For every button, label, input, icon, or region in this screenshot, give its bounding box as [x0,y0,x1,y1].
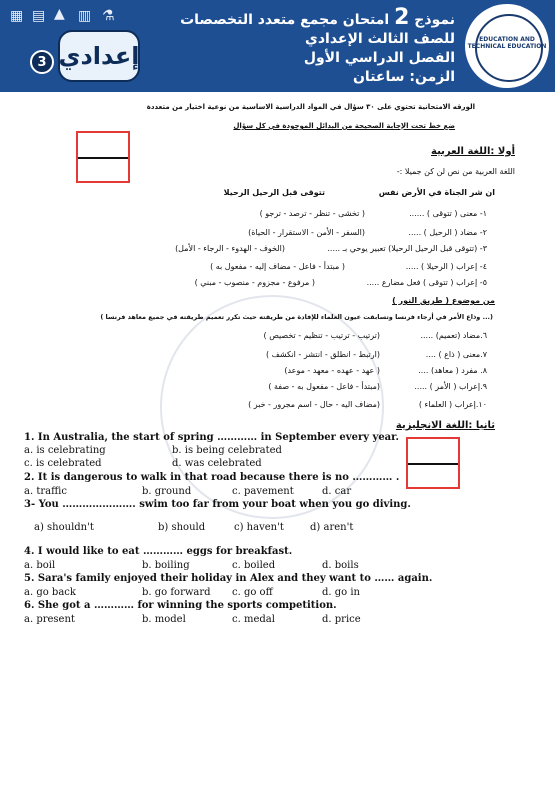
question-2: 2. It is dangerous to walk in that road because there is no ………… . [24,472,400,483]
arabic-options: ( مرفوع - مجزوم - منصوب - مبني ) [194,278,315,287]
graduation-cap-icon: ▲ [54,6,65,22]
option[interactable]: c. go off [232,587,273,598]
question-5: 5. Sara's family enjoyed their holiday in Alex and they want to …… again. [24,573,433,584]
option[interactable]: a. traffic [24,486,67,497]
option[interactable]: d. go in [322,587,360,598]
option[interactable]: b. go forward [142,587,211,598]
arabic-question: ٨. مفرد ( معاهد) .... [418,366,487,375]
arabic-options: (مبتدأ - فاعل - مفعول به - صفة ) [268,382,380,391]
arabic-options: ( تخشى - تنظر - ترصد - ترجو ) [259,209,365,218]
option[interactable]: d. price [322,614,361,625]
grade-label: للصف الثالث الإعدادي [305,31,455,47]
arabic-question: ٦.مضاد (تعميم) ..... [420,331,487,340]
option[interactable]: a. boil [24,560,56,571]
arabic-options: (ترتيب - ترتيب - تنظيم - تخصيص ) [263,331,380,340]
badge-label: إعدادي [58,30,140,82]
brand-logo [6,6,140,86]
passage-text: (... وذاع الأمر في أرجاء فرنسا وتسابقت عيون العلماء للإفادة من طريقته حيث تكرر تعميم طريقته في جميع معاهد فرنسا ) [100,313,493,321]
exam-title: نموذج 2 امتحان مجمع متعدد التخصصات [180,5,455,30]
arabic-question: ٣- (تتوقى قبل الرحيل الرحيلا) تعبير يوحي بـ ..... [327,244,487,253]
grade-box-english[interactable] [406,437,460,489]
grade-box-arabic[interactable] [76,131,130,183]
option[interactable]: a. go back [24,587,76,598]
option[interactable]: d. car [322,486,352,497]
option[interactable]: d) aren't [310,522,354,533]
arabic-question: ٤- إعراب ( الرحيلا ) ..... [405,262,487,271]
option[interactable]: b. boiling [142,560,190,571]
arabic-question: ٢- مضاد ( الرحيل ) ..... [408,228,487,237]
arabic-subtitle: اللغة العربية من نص لن كن جميلا :- [396,167,515,176]
page-header [0,0,555,92]
book-icon: ▤ [32,8,46,24]
intro-text: الورقه الامتحانية تحتوي على ٣٠ سؤال في المواد الدراسية الاساسية من نوعية اختيار من متعددة [146,103,475,111]
arabic-options: ( مبتدأ - فاعل - مضاف إليه - مفعول به ) [210,262,345,271]
arabic-question: ٥- إعراب ( تتوقى ) فعل مضارع ..... [366,278,487,287]
option[interactable]: b. model [142,614,186,625]
option[interactable]: b. ground [142,486,192,497]
option[interactable]: c. is celebrated [24,458,102,469]
option[interactable]: c. boiled [232,560,276,571]
option[interactable]: d. boils [322,560,359,571]
option[interactable]: c. medal [232,614,275,625]
arabic-question: ٧.معنى ( ذاع ) .... [425,350,487,359]
option[interactable]: c. pavement [232,486,294,497]
arabic-section-title: أولا :اللغة العربية [431,146,515,157]
question-1: 1. In Australia, the start of spring ………… in September every year. [24,432,399,443]
option[interactable]: a. is celebrating [24,445,106,456]
poem-verse-2: تتوقى قبل الرحيل الرحيلا [223,188,325,197]
ministry-seal: EDUCATION AND TECHNICAL EDUCATION [465,4,549,88]
arabic-options: (مضاف اليه - حال - اسم مجرور - خبر ) [248,400,380,409]
option[interactable]: b. is being celebrated [172,445,282,456]
topic-title: من موضوع ( طريق النور ) [392,296,495,305]
option[interactable]: b) should [158,522,206,533]
term-label: الفصل الدراسي الأول [303,50,455,66]
poem-verse-1: ان شر الجناة في الأرض نفس [378,188,495,197]
question-4: 4. I would like to eat ………… eggs for breakfast. [24,546,293,557]
option[interactable]: d. was celebrated [172,458,262,469]
arabic-options: ( عهد - عهده - معهد - موعد) [284,366,380,375]
arabic-options: (ارتبط - انطلق - انتشر - انكشف ) [265,350,380,359]
arabic-question: ١- معنى ( تتوقى ) ...... [409,209,487,218]
option[interactable]: a) shouldn't [34,522,94,533]
option[interactable]: c) haven't [234,522,284,533]
arabic-question: ١٠.إعراب ( العلماء ) [418,400,487,409]
calculator-icon: ▦ [10,8,24,24]
arabic-options: (السفر - الأمن - الاستقرار - الحياة) [248,228,365,237]
instruction-text: ضع خط تحت الإجابة الصحيحة من البدائل الموجودة في كل سؤال [233,122,455,130]
arabic-options: (الخوف - الهدوء - الرجاء - الأمل) [175,244,285,253]
question-3: 3- You …………………. swim too far from your boat when you go diving. [24,499,411,510]
header-titles [165,5,455,87]
badge-number: 3 [30,50,54,74]
time-label: الزمن: ساعتان [352,69,455,85]
book-icon: ▥ [78,8,92,24]
arabic-question: ٩.إعراب ( الأمر ) ..... [414,382,487,391]
flask-icon: ⚗ [102,8,115,24]
question-6: 6. She got a ………… for winning the sports competition. [24,600,337,611]
english-section-title: ثانيا :اللغة الانجليزية [395,420,495,431]
option[interactable]: a. present [24,614,75,625]
